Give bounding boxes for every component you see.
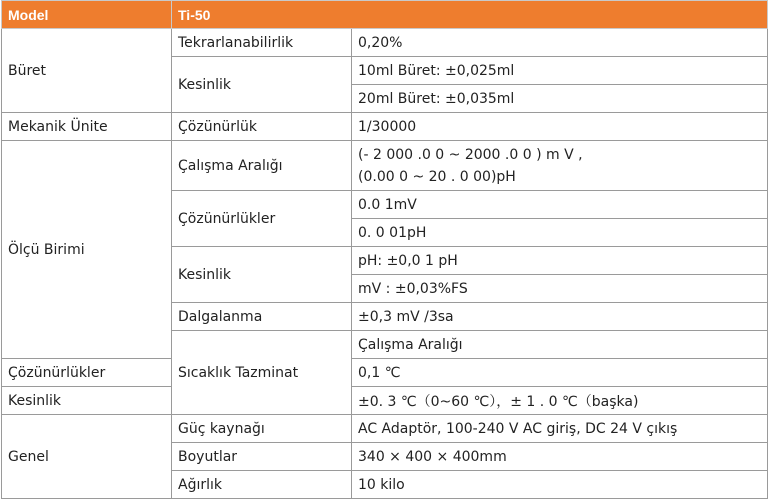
group-label-genel: Genel	[2, 415, 172, 499]
table-row	[2, 29, 768, 57]
group-label-sicaklik: Sıcaklık Tazminat	[172, 331, 352, 415]
param-cell: Tekrarlanabilirlik	[172, 29, 352, 57]
param-cell: Çözünürlükler	[172, 191, 352, 247]
param-cell: Kesinlik	[172, 57, 352, 113]
group-label-olcu: Ölçü Birimi	[2, 141, 172, 359]
param-cell: Güç kaynağı	[172, 415, 352, 443]
table-row	[2, 415, 768, 443]
group-label-mekanik: Mekanik Ünite	[2, 113, 172, 141]
value-cell: pH: ±0,0 1 pH	[352, 247, 768, 275]
value-cell: 10 kilo	[352, 471, 768, 499]
value-cell: 0,1 ℃	[352, 359, 768, 387]
value-cell: 340 × 400 × 400mm	[352, 443, 768, 471]
header-model: Model	[2, 1, 172, 29]
value-cell	[352, 141, 768, 191]
header-model-name: Ti-50	[172, 1, 768, 29]
table-row	[2, 387, 768, 415]
param-cell: Çözünürlük	[172, 113, 352, 141]
value-line: (- 2 000 .0 0 ~ 2000 .0 0 ) m V ,	[358, 146, 583, 163]
value-cell: ±0,3 mV /3sa	[352, 303, 768, 331]
value-cell: 10ml Büret: ±0,025ml	[352, 57, 768, 85]
value-line: (0.00 0 ~ 20 . 0 00)pH	[358, 168, 516, 185]
param-cell: Çözünürlükler	[2, 359, 172, 387]
param-cell: Kesinlik	[2, 387, 172, 415]
table-row	[2, 113, 768, 141]
value-cell: 0. 0 01pH	[352, 219, 768, 247]
table-row	[2, 359, 768, 387]
value-cell: 0,20%	[352, 29, 768, 57]
value-cell: 0.0 1mV	[352, 191, 768, 219]
table-row	[2, 141, 768, 191]
param-cell: Ağırlık	[172, 471, 352, 499]
value-cell: ±0. 3 ℃（0~60 ℃），± 1 . 0 ℃（başka)	[352, 387, 768, 415]
spec-table	[1, 0, 768, 499]
param-cell: Çalışma Aralığı	[172, 141, 352, 191]
value-cell: AC Adaptör, 100-240 V AC giriş, DC 24 V çıkış	[352, 415, 768, 443]
value-cell: 20ml Büret: ±0,035ml	[352, 85, 768, 113]
param-cell: Dalgalanma	[172, 303, 352, 331]
param-cell: Boyutlar	[172, 443, 352, 471]
value-cell: 1/30000	[352, 113, 768, 141]
param-cell: Kesinlik	[172, 247, 352, 303]
group-label-buret: Büret	[2, 29, 172, 113]
param-cell: Çalışma Aralığı	[352, 331, 768, 359]
value-cell: mV : ±0,03%FS	[352, 275, 768, 303]
header-row	[2, 1, 768, 29]
